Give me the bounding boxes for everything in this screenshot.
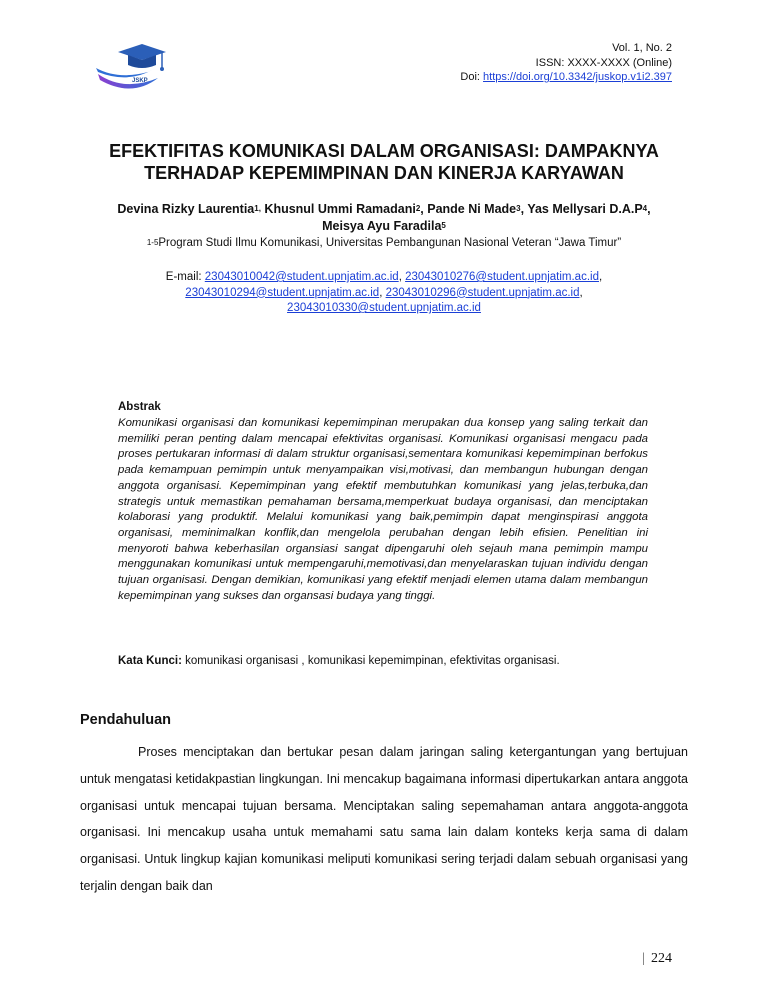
footer-bar: | xyxy=(642,951,645,966)
author-list xyxy=(80,201,688,235)
journal-meta xyxy=(460,41,672,85)
email-link[interactable]: 23043010330@student.upnjatim.ac.id xyxy=(287,302,481,314)
page-number: 224 xyxy=(651,951,672,966)
keywords-label: Kata Kunci: xyxy=(118,655,182,667)
author-sup: 1, xyxy=(254,204,261,213)
affiliation-text: Program Studi Ilmu Komunikasi, Universitas Pembangunan Nasional Veteran “Jawa Timur” xyxy=(158,237,622,249)
abstract-heading: Abstrak xyxy=(118,401,161,413)
author-sup: 4 xyxy=(642,204,648,213)
keywords-text: komunikasi organisasi , komunikasi kepemimpinan, efektivitas organisasi. xyxy=(181,655,560,667)
keywords xyxy=(118,655,560,667)
email-list: E-mail: 23043010042@student.upnjatim.ac.id, 23043010276@student.upnjatim.ac.id, 23043010294@student.upnjatim.ac.id, 23043010296@student.upnjatim.ac.id, 23043010330@student.upnjatim.ac.id xyxy=(165,271,603,314)
author-name: Khusnul Ummi Ramadani xyxy=(260,202,416,216)
section-body xyxy=(80,739,688,900)
email-separator: , xyxy=(379,286,386,299)
issn-info: ISSN: XXXX-XXXX (Online) xyxy=(535,56,672,69)
logo-text: JSKP xyxy=(132,78,148,84)
doi-label: Doi: xyxy=(460,71,484,83)
author-name: Devina Rizky Laurentia xyxy=(117,202,255,216)
doi-link[interactable]: https://doi.org/10.3342/juskop.v1i2.397 xyxy=(483,71,672,83)
volume-info: Vol. 1, No. 2 xyxy=(612,42,672,54)
author-sup: 3 xyxy=(516,204,521,213)
page-footer xyxy=(642,951,672,967)
email-separator: , xyxy=(398,271,406,283)
journal-logo xyxy=(88,38,184,98)
email-label: E-mail: xyxy=(165,271,205,283)
email-link[interactable]: 23043010276@student.upnjatim.ac.id xyxy=(405,271,599,283)
author-name: , Pande Ni Made xyxy=(420,202,517,216)
author-name: Meisya Ayu Faradila xyxy=(322,219,442,233)
email-link[interactable]: 23043010042@student.upnjatim.ac.id xyxy=(204,271,399,283)
doi-info xyxy=(460,70,672,85)
author-sup: 5 xyxy=(441,221,446,230)
affiliation xyxy=(80,236,688,251)
email-link[interactable]: 23043010296@student.upnjatim.ac.id xyxy=(385,286,580,299)
paper-title: EFEKTIFITAS KOMUNIKASI DALAM ORGANISASI: DAMPAKNYA TERHADAP KEPEMIMPINAN DAN KINERJA KARYAWAN xyxy=(109,141,659,183)
author-name: , Yas Mellysari D.A.P xyxy=(520,202,643,216)
abstract-body: Komunikasi organisasi dan komunikasi kepemimpinan merupakan dua konsep yang saling terkait dan memiliki peran penting dalam mencapai efektivitas organisasi. Komunikasi organisasi mengacu pada proses pertukaran informasi di dalam struktur organisasi,sementara komunikasi kepemimpinan berfokus pada kemampuan pemimpin untuk menyampaikan visi,motivasi, dan membangun hubungan dengan anggota organisasi. Kepemimpinan yang efektif membutuhkan komunikasi yang jelas,terbuka,dan strategis untuk memastikan pemahaman bersama,memperkuat budaya organisasi, dan menciptakan kolaborasi yang produktif. Melalui komunikasi yang baik,pemimpin dapat menginspirasi anggota organisasi, meminimalkan konflik,dan mengelola perubahan dengan lebih efisien. Penelitian ini menyoroti bahwa keberhasilan organsiasi sangat dipengaruhi oleh sejauh mana pemimpin mampu menggunakan komunikasi untuk mempengaruhi,memotivasi,dan menyelaraskan tujuan individu dengan tujuan organisasi. Dengan demikian, komunikasi yang efektif menjadi elemen utama dalam membangun kepemimpinan yang sukses dan organsasi budaya yang tinggi. xyxy=(118,417,648,602)
affiliation-sup: 1-5 xyxy=(146,238,159,247)
section-text: Proses menciptakan dan bertukar pesan dalam jaringan saling ketergantungan yang bertujuan untuk mengatasi ketidakpastian lingkungan. Ini mencakup bagaimana informasi dipertukarkan antara anggota organisasi untuk mencapai tujuan bersama. Menciptakan saling sepemahaman antara anggota-anggota organisasi. Ini mencakup usaha untuk memahami satu sama lain dalam konteks kerja sama di dalam organisasi. Untuk lingkup kajian komunikasi meliputi komunikasi sering terjadi dalam sebuah organisasi yang terjalin dengan baik dan xyxy=(80,745,688,893)
author-separator: , xyxy=(647,202,651,216)
email-link[interactable]: 23043010294@student.upnjatim.ac.id xyxy=(185,286,380,299)
section-heading: Pendahuluan xyxy=(80,712,172,728)
author-sup: 2 xyxy=(415,204,421,213)
